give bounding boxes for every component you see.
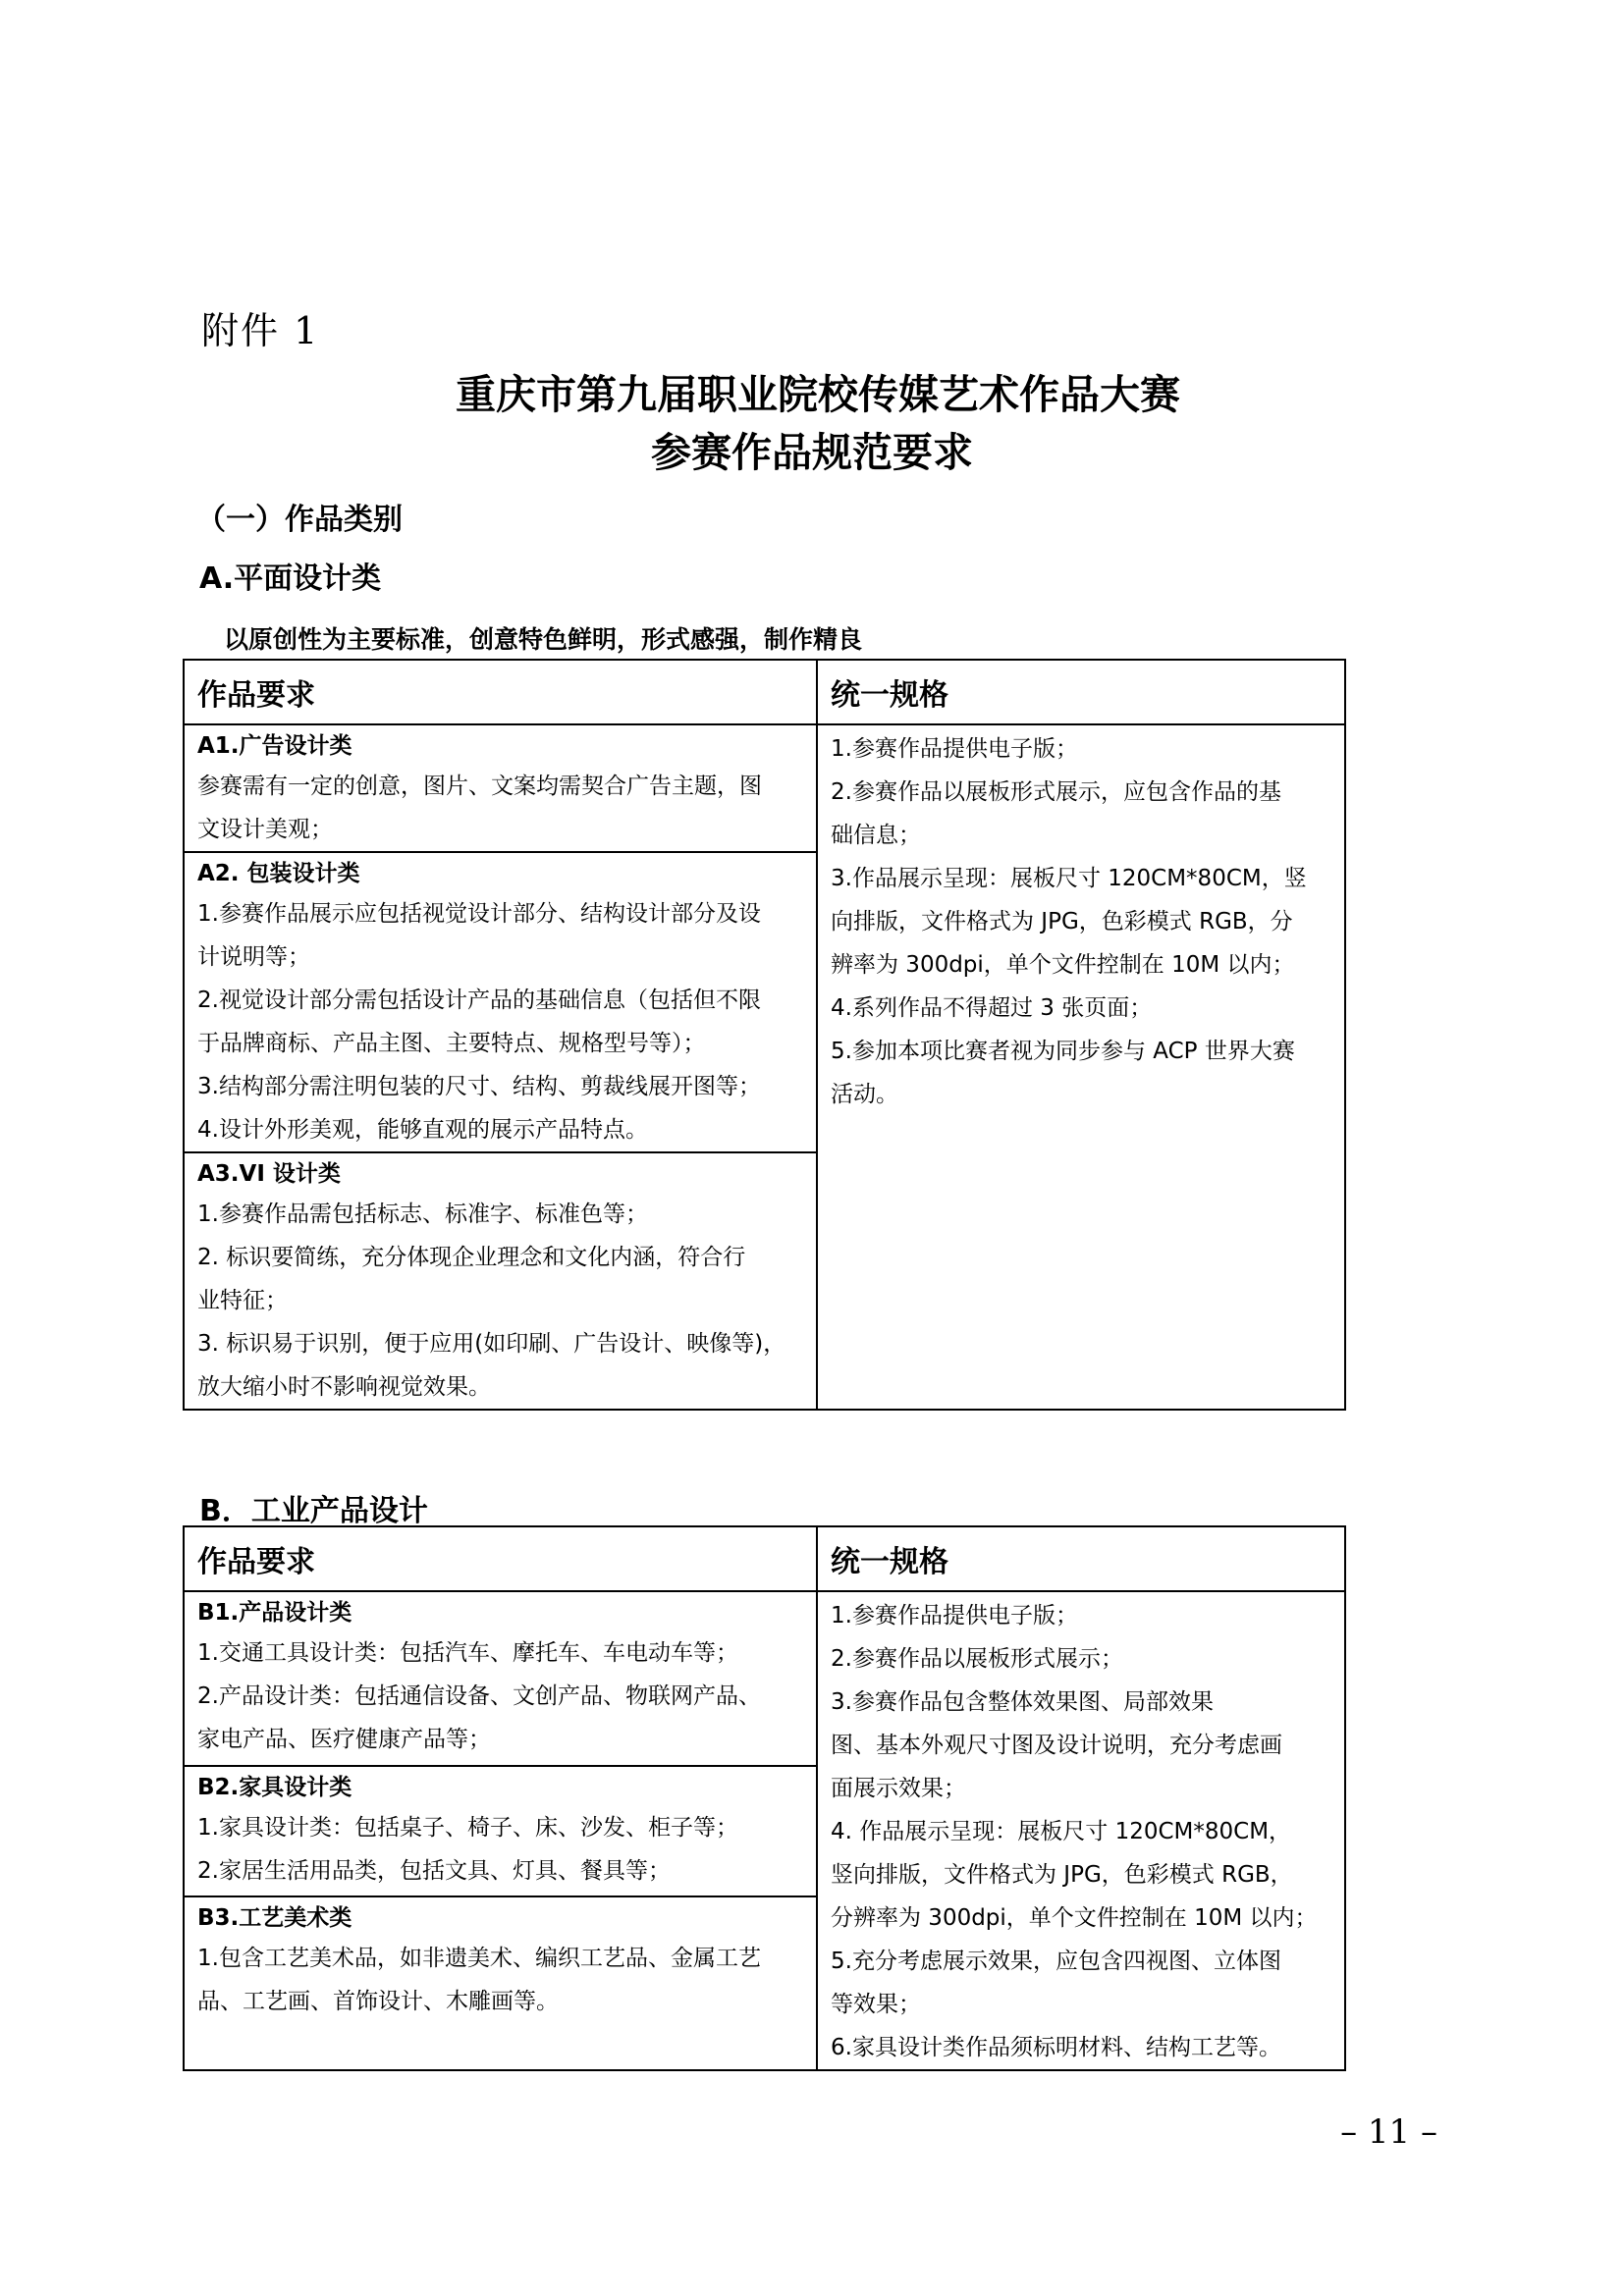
specs-cell-a bbox=[817, 724, 1345, 1410]
requirement-line: 1.交通工具设计类：包括汽车、摩托车、车电动车等； bbox=[197, 1640, 738, 1666]
spec-line: 3.作品展示呈现：展板尺寸 120CM*80CM，竖 bbox=[831, 866, 1307, 891]
spec-line: 图、基本外观尺寸图及设计说明，充分考虑画 bbox=[831, 1733, 1282, 1758]
requirement-line: 参赛需有一定的创意，图片、文案均需契合广告主题，图 bbox=[197, 774, 762, 799]
spec-line: 分辨率为 300dpi，单个文件控制在 10M 以内； bbox=[831, 1905, 1318, 1931]
subcategory-title: A3.VI 设计类 bbox=[197, 1161, 341, 1187]
requirement-line: 2. 标识要简练，充分体现企业理念和文化内涵，符合行 bbox=[197, 1245, 746, 1270]
column-header-specs: 统一规格 bbox=[817, 1526, 1345, 1591]
spec-line: 面展示效果； bbox=[831, 1776, 966, 1801]
document-title: 重庆市第九届职业院校传媒艺术作品大赛 bbox=[456, 371, 1180, 418]
requirement-line: 于品牌商标、产品主图、主要特点、规格型号等）； bbox=[197, 1031, 706, 1056]
subcategory-title: A1.广告设计类 bbox=[197, 733, 352, 759]
table-header-row bbox=[184, 1526, 1345, 1591]
subcategory-title: A2. 包装设计类 bbox=[197, 861, 360, 886]
section-heading: （一）作品类别 bbox=[196, 503, 403, 537]
requirement-line: 2.家居生活用品类，包括文具、灯具、餐具等； bbox=[197, 1858, 671, 1884]
requirement-line: 文设计美观； bbox=[197, 817, 333, 842]
column-header-requirements: 作品要求 bbox=[184, 1526, 817, 1591]
requirement-cell-b1 bbox=[184, 1591, 817, 1766]
specs-cell-b bbox=[817, 1591, 1345, 2070]
requirement-line: 1.家具设计类：包括桌子、椅子、床、沙发、柜子等； bbox=[197, 1815, 738, 1841]
requirement-line: 2.视觉设计部分需包括设计产品的基础信息（包括但不限 bbox=[197, 988, 761, 1013]
category-a-intro: 以原创性为主要标准，创意特色鲜明，形式感强，制作精良 bbox=[224, 625, 863, 654]
requirement-cell-b2 bbox=[184, 1766, 817, 1896]
table-row bbox=[184, 1591, 1345, 1766]
page-number: – 11 – bbox=[1340, 2112, 1437, 2152]
spec-line: 2.参赛作品以展板形式展示，应包含作品的基 bbox=[831, 779, 1281, 805]
category-b-table bbox=[183, 1525, 1346, 2071]
column-header-requirements: 作品要求 bbox=[184, 660, 817, 724]
column-header-specs: 统一规格 bbox=[817, 660, 1345, 724]
requirement-cell-a1 bbox=[184, 724, 817, 852]
spec-line: 4.系列作品不得超过 3 张页面； bbox=[831, 995, 1153, 1021]
requirement-line: 家电产品、医疗健康产品等； bbox=[197, 1727, 491, 1752]
requirement-line: 1.包含工艺美术品，如非遗美术、编织工艺品、金属工艺 bbox=[197, 1945, 761, 1971]
requirement-line: 品、工艺画、首饰设计、木雕画等。 bbox=[197, 1988, 559, 2014]
requirement-cell-a3 bbox=[184, 1152, 817, 1410]
requirement-line: 1.参赛作品展示应包括视觉设计部分、结构设计部分及设 bbox=[197, 901, 761, 927]
category-a-heading: A.平面设计类 bbox=[199, 561, 382, 596]
spec-line: 竖向排版，文件格式为 JPG，色彩模式 RGB， bbox=[831, 1862, 1293, 1888]
requirement-line: 2.产品设计类：包括通信设备、文创产品、物联网产品、 bbox=[197, 1683, 761, 1709]
spec-line: 1.参赛作品提供电子版； bbox=[831, 1603, 1078, 1629]
subcategory-title: B2.家具设计类 bbox=[197, 1775, 352, 1800]
spec-line: 6.家具设计类作品须标明材料、结构工艺等。 bbox=[831, 2035, 1281, 2060]
spec-line: 向排版，文件格式为 JPG，色彩模式 RGB，分 bbox=[831, 909, 1293, 934]
attachment-label: 附件 1 bbox=[201, 309, 320, 352]
spec-line: 5.参加本项比赛者视为同步参与 ACP 世界大赛 bbox=[831, 1039, 1295, 1064]
requirement-line: 3. 标识易于识别，便于应用(如印刷、广告设计、映像等)， bbox=[197, 1331, 786, 1357]
table-row bbox=[184, 724, 1345, 852]
spec-line: 2.参赛作品以展板形式展示； bbox=[831, 1646, 1123, 1672]
document-subtitle: 参赛作品规范要求 bbox=[651, 429, 973, 476]
requirement-cell-a2 bbox=[184, 852, 817, 1152]
spec-line: 辨率为 300dpi，单个文件控制在 10M 以内； bbox=[831, 952, 1295, 978]
requirement-cell-b3 bbox=[184, 1896, 817, 2070]
category-a-table bbox=[183, 659, 1346, 1411]
requirement-line: 3.结构部分需注明包装的尺寸、结构、剪裁线展开图等； bbox=[197, 1074, 761, 1099]
spec-line: 4. 作品展示呈现：展板尺寸 120CM*80CM， bbox=[831, 1819, 1292, 1844]
table-header-row bbox=[184, 660, 1345, 724]
spec-line: 础信息； bbox=[831, 823, 921, 848]
requirement-line: 放大缩小时不影响视觉效果。 bbox=[197, 1374, 491, 1400]
spec-line: 1.参赛作品提供电子版； bbox=[831, 736, 1078, 762]
spec-line: 活动。 bbox=[831, 1082, 898, 1107]
spec-line: 5.充分考虑展示效果，应包含四视图、立体图 bbox=[831, 1949, 1281, 1974]
requirement-line: 1.参赛作品需包括标志、标准字、标准色等； bbox=[197, 1201, 648, 1227]
requirement-line: 业特征； bbox=[197, 1288, 288, 1313]
spec-line: 3.参赛作品包含整体效果图、局部效果 bbox=[831, 1689, 1214, 1715]
subcategory-title: B3.工艺美术类 bbox=[197, 1904, 352, 1931]
requirement-line: 计说明等； bbox=[197, 944, 310, 970]
subcategory-title: B1.产品设计类 bbox=[197, 1600, 352, 1626]
spec-line: 等效果； bbox=[831, 1992, 921, 2017]
requirement-line: 4.设计外形美观，能够直观的展示产品特点。 bbox=[197, 1117, 648, 1143]
category-b-heading: B．工业产品设计 bbox=[199, 1494, 428, 1528]
